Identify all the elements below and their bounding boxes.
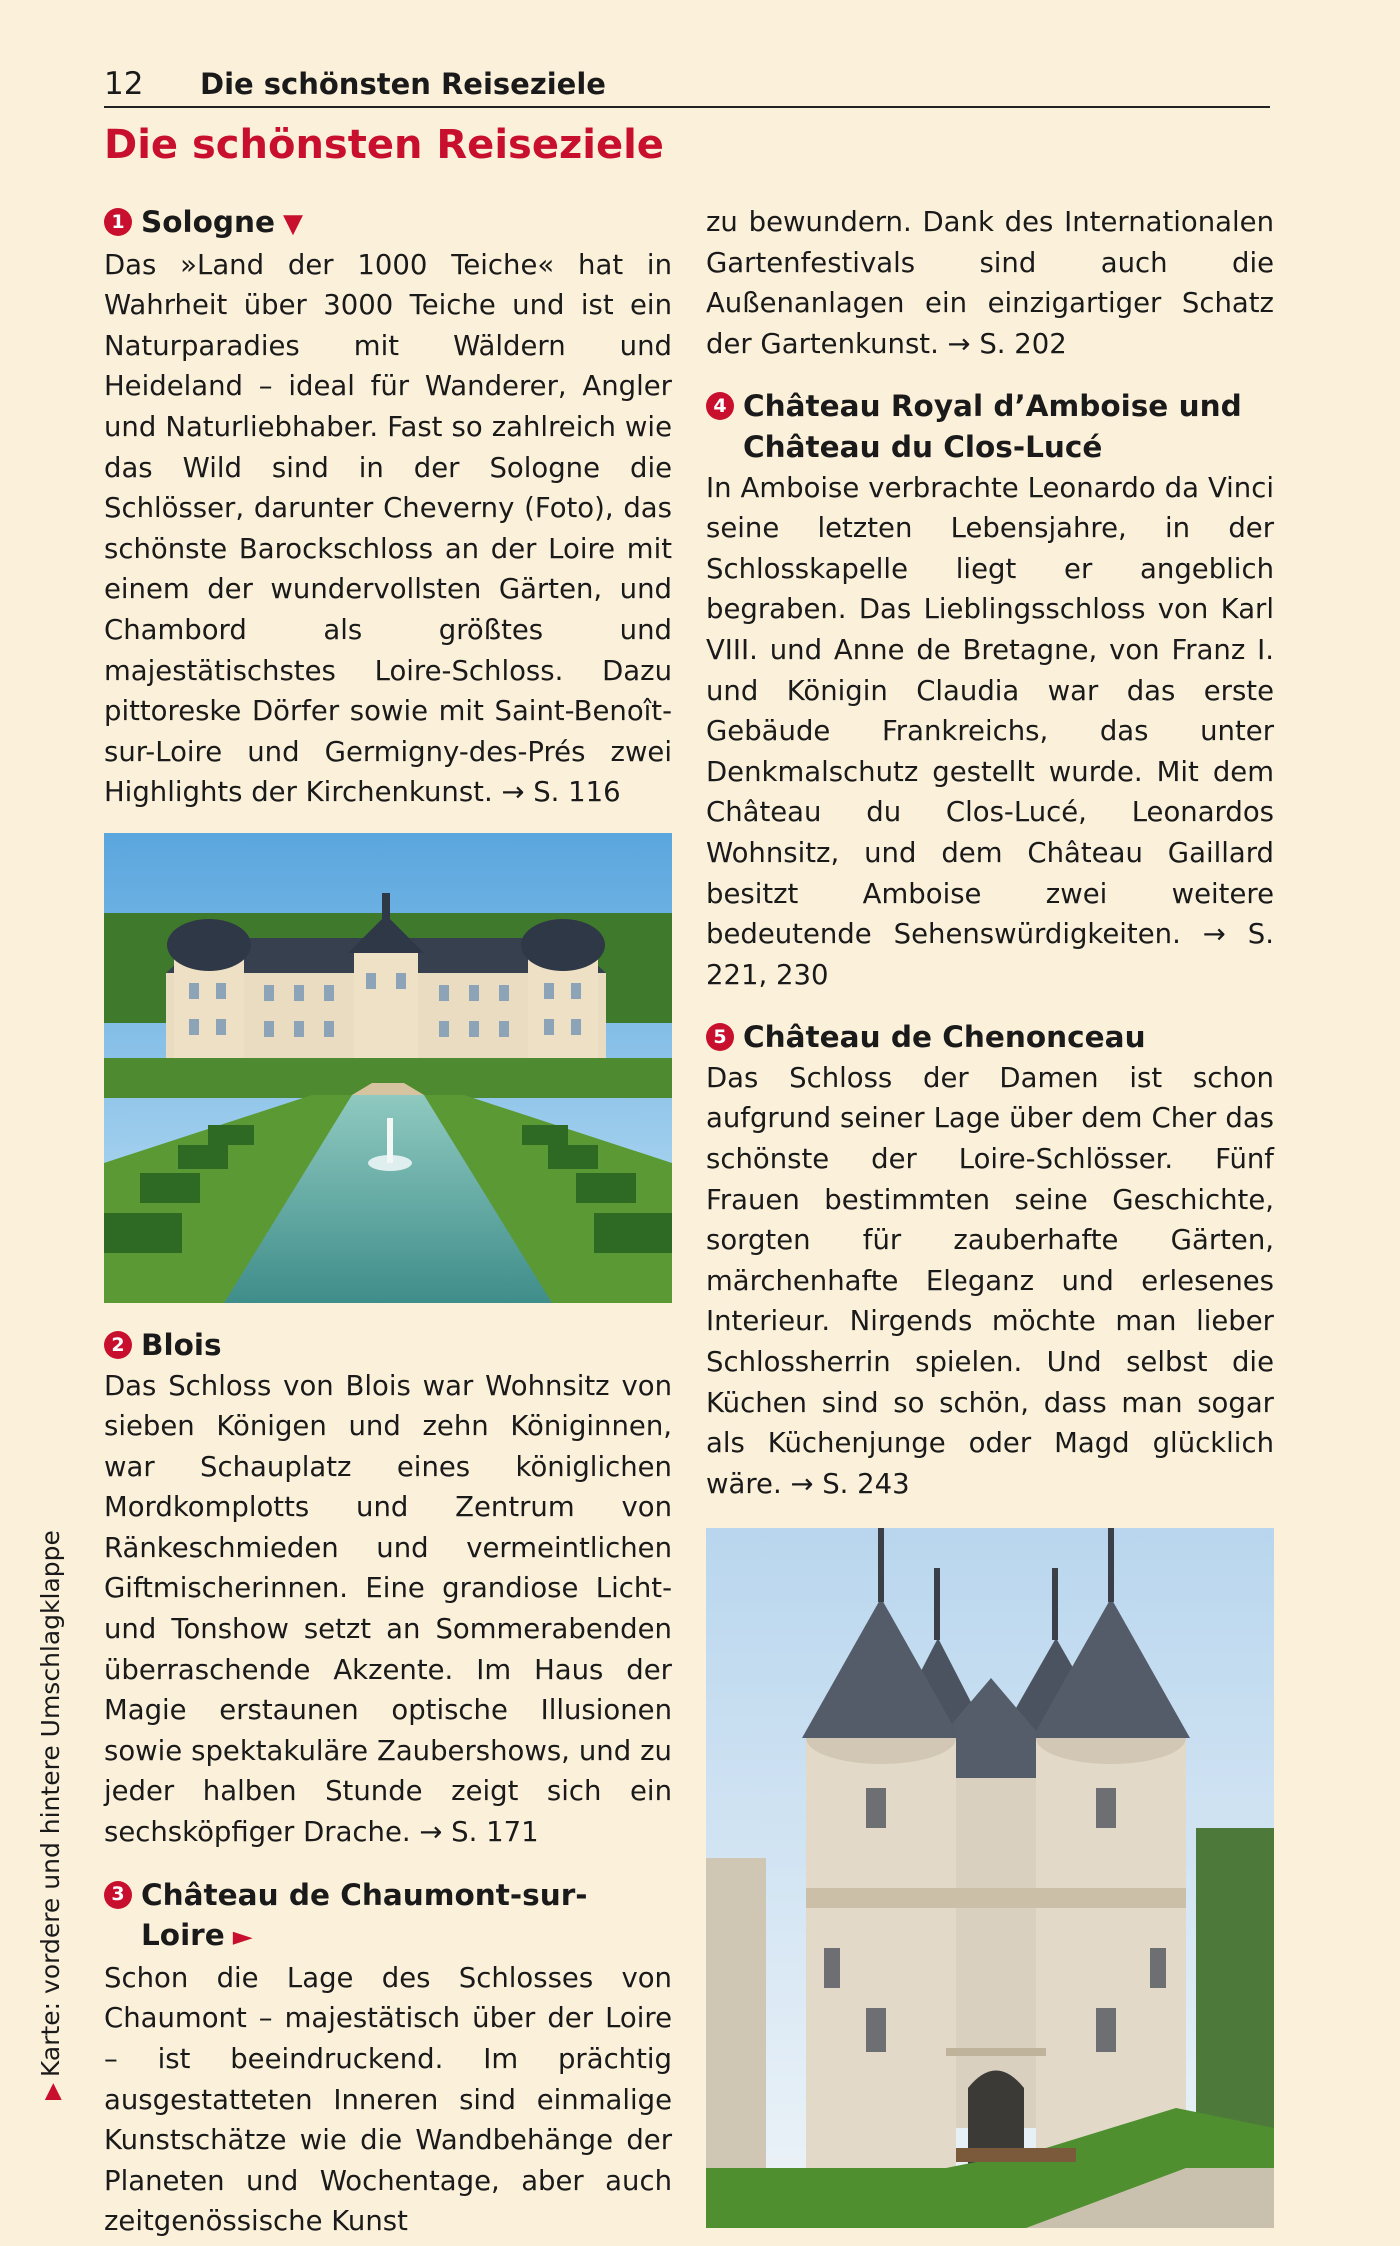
numbered-circle-icon: 2 [104, 1331, 132, 1359]
entry-heading [706, 1017, 1274, 1058]
entry-title: Château de Chenonceau [743, 1020, 1146, 1055]
entry-text: In Amboise verbrachte Leonardo da Vinci seine letzten Lebensjahre, in der Schlosskapelle liegt er angeblich begraben. Das Lieblingsschloss von Karl VIII. und Anne de Bretagne, von Franz I. und Königin Claudia war das erste Gebäude Frankreichs, das unter Denkmalschutz gestellt wurde. Mit dem Château du Clos-Lucé, Leonardos Wohnsitz, und dem Château Gaillard besitzt Amboise zwei weitere bedeutende Sehenswürdigkeiten. → S. 221, 230 [706, 471, 1274, 991]
right-triangle-icon: ▶ [40, 2083, 65, 2100]
left-column [104, 202, 672, 2242]
entry-text: Das »Land der 1000 Teiche« hat in Wahrheit über 3000 Teiche und ist ein Naturparadies mit Wäldern und Heideland – ideal für Wanderer, Angler und Naturliebhaber. Fast so zahlreich wie das Wild sind in der Sologne die Schlösser, darunter Cheverny (Foto), das schönste Barockschloss an der Loire mit einem der wundervollsten Gärten, und Chambord als größtes und majestätischstes Loire-Schloss. Dazu pittoreske Dörfer sowie mit Saint-Benoît-sur-Loire und Germigny-des-Prés zwei Highlights der Kirchenkunst. → S. 116 [104, 248, 672, 809]
page-number: 12 [104, 66, 144, 102]
entry-text: Das Schloss der Damen ist schon aufgrund seiner Lage über dem Cher das schönste der Loire-Schlösser. Fünf Frauen bestimmten seine Geschichte, sorgten für zauberhafte Gärten, märchenhafte Eleganz und erlesenes Interieur. Nirgends möchte man lieber Schlossherrin spielen. Und selbst die Küchen sind so schön, dass man sogar als Küchenjunge oder Magd glücklich wäre. → S. 243 [706, 1061, 1274, 1500]
page-title: Die schönsten Reiseziele [104, 122, 664, 168]
running-header [104, 64, 1270, 108]
entry-title: Sologne [141, 205, 276, 239]
entry-text: Schon die Lage des Schlosses von Chaumont – majestätisch über der Loire – ist beeindruckend. Im prächtig ausgestatteten Inneren sind einmalige Kunstschätze wie die Wandbehänge der Planeten und Wochentage, aber auch zeitgenössische Kunst [104, 1961, 672, 2238]
numbered-circle-icon: 1 [104, 208, 132, 236]
cheverny-photo [104, 833, 672, 1303]
entry-heading [706, 386, 1274, 467]
entry-title: Blois [141, 1327, 222, 1362]
numbered-circle-icon: 5 [706, 1023, 734, 1051]
running-title: Die schönsten Reiseziele [200, 67, 606, 101]
map-reference-label: Karte: vordere und hintere Umschlagklappe [36, 1530, 65, 2078]
map-reference [36, 1530, 65, 2100]
right-column [706, 202, 1274, 2246]
entry-title: Château Royal d’Amboise und Château du Clos-Lucé [743, 389, 1242, 464]
entry-chenonceau [706, 1017, 1274, 1504]
entry-sologne [104, 202, 672, 813]
entry-heading [104, 1325, 672, 1366]
entry-text-continued: zu bewundern. Dank des Internationalen Gartenfestivals sind auch die Außenanlagen ein einzigartiger Schatz der Gartenkunst. → S. 202 [706, 206, 1274, 360]
entry-heading [104, 1875, 672, 1958]
entry-chaumont [104, 1875, 672, 2242]
down-triangle-icon: ▼ [283, 209, 304, 239]
entry-title: Château de Chaumont-sur-Loire [141, 1877, 588, 1953]
numbered-circle-icon: 4 [706, 392, 734, 420]
numbered-circle-icon: 3 [104, 1881, 132, 1909]
entry-amboise [706, 386, 1274, 995]
entry-text: Das Schloss von Blois war Wohnsitz von sieben Königen und zehn Königinnen, war Schauplatz eines königlichen Mordkomplotts und Zentrum von Ränkeschmieden und vermeintlichen Giftmischerinnen. Eine grandiose Licht- und Tonshow setzt an Sommerabenden überraschende Akzente. Im Haus der Magie erstaunen optische Illusionen sowie spektakuläre Zaubershows, und zu jeder halben Stunde zeigt sich ein sechsköpfiger Drache. → S. 171 [104, 1369, 672, 1849]
chaumont-photo [706, 1528, 1274, 2228]
entry-blois [104, 1325, 672, 1853]
right-triangle-icon: ► [232, 1922, 253, 1953]
entry-heading [104, 202, 672, 245]
